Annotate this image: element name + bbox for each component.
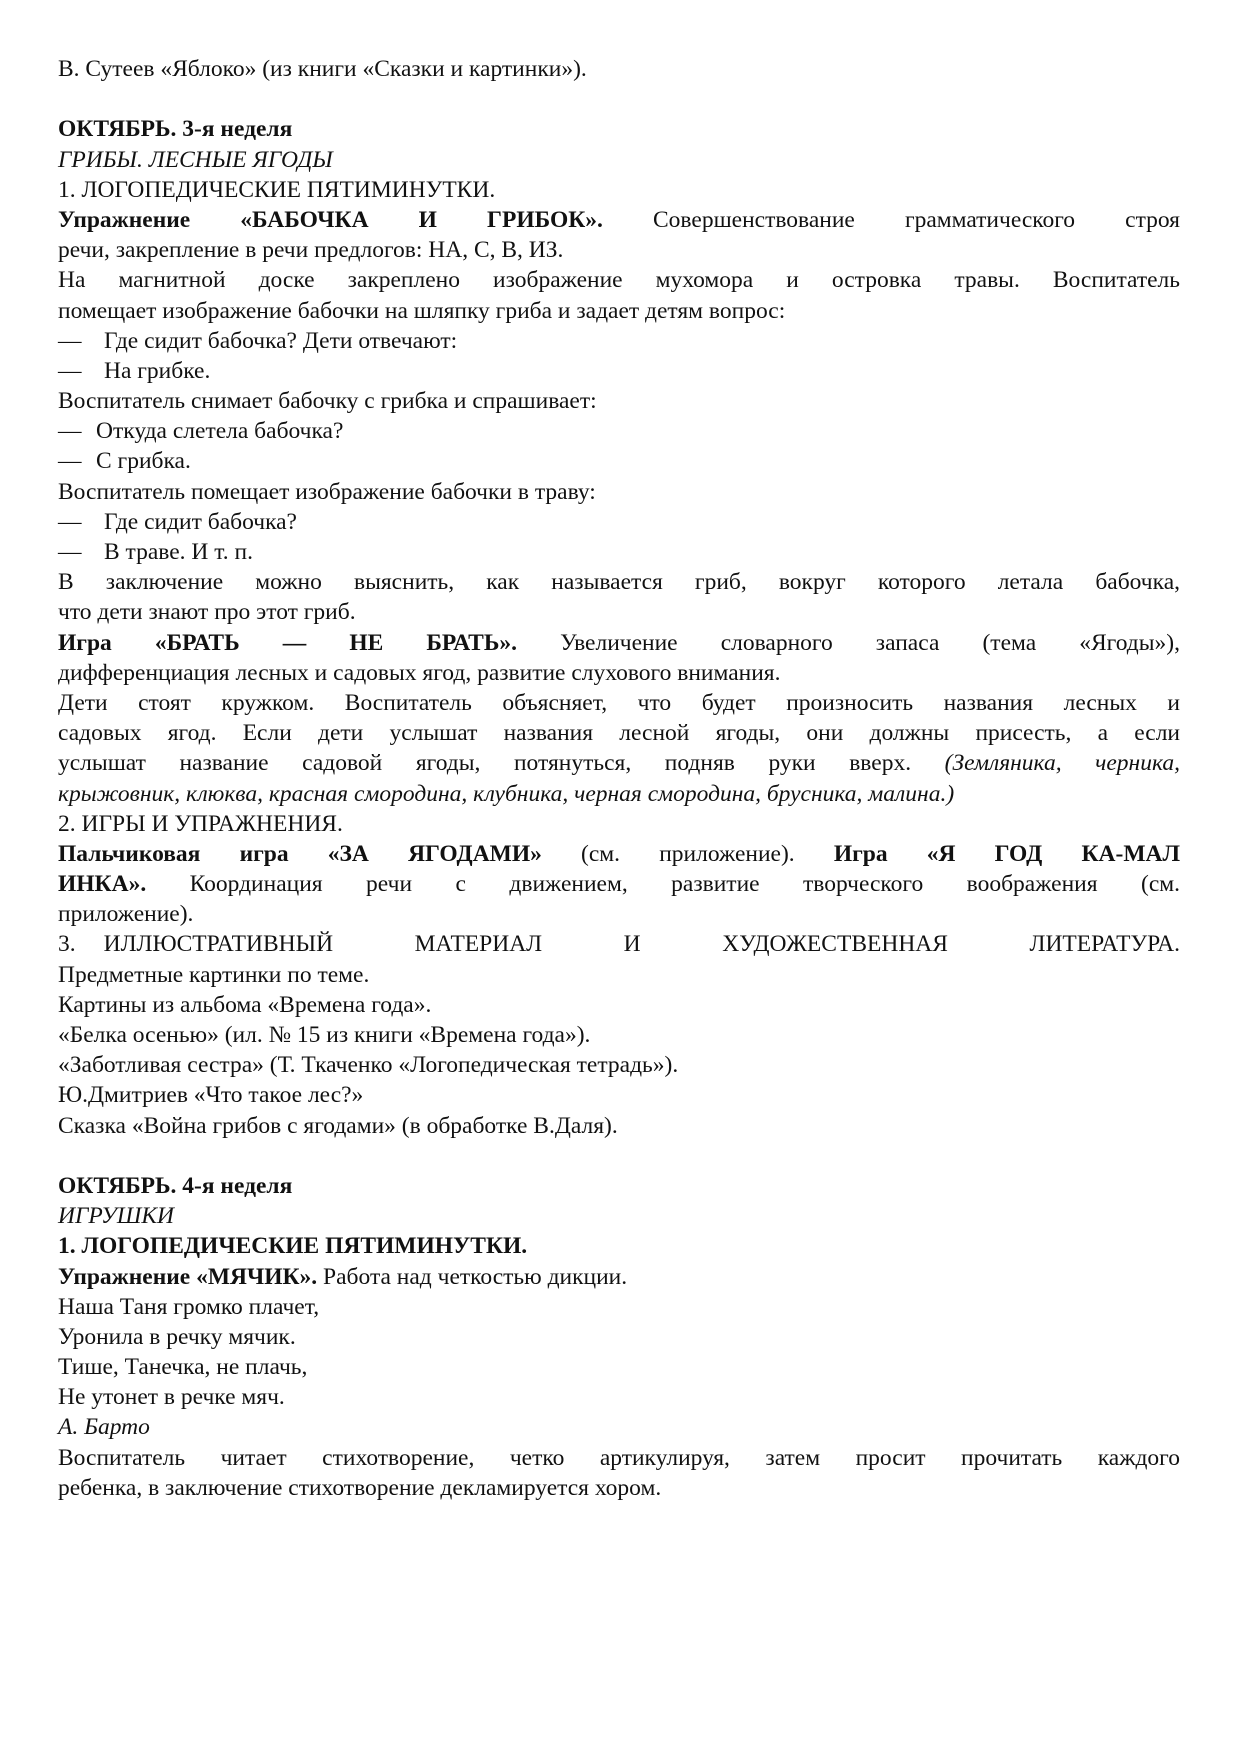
- literature-item: «Заботливая сестра» (Т. Ткаченко «Логопедическая тетрадь»).: [58, 1052, 679, 1079]
- game-take-line1: [58, 628, 1180, 658]
- dialog-text: Откуда слетела бабочка?: [96, 418, 344, 445]
- game-take-goal-line2: дифференциация лесных и садовых ягод, развитие слухового внимания.: [58, 659, 781, 686]
- game-god-name-cont: ИНКА».: [58, 871, 147, 898]
- game-take-desc-line3: [58, 748, 1180, 778]
- games-line2: [58, 869, 1180, 899]
- exercise-butterfly-desc-line2: помещает изображение бабочки на шляпку гриба и задает детям вопрос:: [58, 297, 786, 324]
- section-title-text: ИЛЛЮСТРАТИВНЫЙ МАТЕРИАЛ И ХУДОЖЕСТВЕННАЯ ЛИТЕРАТУРА.: [103, 931, 1180, 958]
- literature-item: Предметные картинки по теме.: [58, 961, 370, 988]
- section-number: 3.: [58, 931, 76, 958]
- poem-line: Не утонет в речке мяч.: [58, 1384, 285, 1411]
- literature-item: Картины из альбома «Времена года».: [58, 991, 432, 1018]
- week3-section1-title: 1. ЛОГОПЕДИЧЕСКИЕ ПЯТИМИНУТКИ.: [58, 176, 496, 203]
- dialog-text: В траве. И т. п.: [104, 539, 253, 565]
- desc-text: услышат название садовой ягоды, потянуться, подняв руки вверх.: [58, 750, 945, 777]
- dialog-line: [58, 537, 1180, 567]
- dialog-text: На грибке.: [104, 357, 211, 384]
- dialog-text: Где сидит бабочка?: [104, 508, 297, 535]
- literature-item: «Белка осенью» (ил. № 15 из книги «Времена года»).: [58, 1022, 591, 1048]
- dialog-text: С грибка.: [96, 448, 191, 475]
- exercise-ball-line: [58, 1262, 1180, 1292]
- dialog-line: [58, 416, 1180, 446]
- week3-section2-title: 2. ИГРЫ И УПРАЖНЕНИЯ.: [58, 810, 343, 837]
- week3-theme: ГРИБЫ. ЛЕСНЫЕ ЯГОДЫ: [58, 146, 333, 173]
- narration-line: Воспитатель помещает изображение бабочки в траву:: [58, 478, 596, 505]
- dialog-line: [58, 446, 1180, 476]
- dialog-line: [58, 507, 1180, 537]
- spacer: [58, 84, 1180, 114]
- exercise-ball-goal: Работа над четкостью дикции.: [317, 1263, 628, 1290]
- week4-heading: ОКТЯБРЬ. 4-я неделя: [58, 1172, 293, 1199]
- instruction-line1: Воспитатель читает стихотворение, четко артикулируя, затем просит прочитать каждого: [58, 1444, 1180, 1471]
- dialog-text: Где сидит бабочка? Дети отвечают:: [104, 327, 458, 354]
- game-take-name: Игра «БРАТЬ — НЕ БРАТЬ».: [58, 629, 517, 656]
- exercise-butterfly-goal-line2: речи, закрепление в речи предлогов: НА, С, В, ИЗ.: [58, 237, 564, 264]
- poem-line: Тише, Танечка, не плачь,: [58, 1354, 308, 1381]
- dash: —: [58, 327, 82, 354]
- dash: —: [58, 508, 82, 535]
- instruction-line2: ребенка, в заключение стихотворение декламируется хором.: [58, 1474, 662, 1501]
- week3-heading: ОКТЯБРЬ. 3-я неделя: [58, 116, 293, 143]
- berry-list: (Земляника, черника,: [944, 750, 1180, 777]
- game-god-desc: Координация речи с движением, развитие творческого воображения (см.: [146, 871, 1180, 898]
- finger-game-ref: (см. приложение).: [541, 840, 834, 867]
- dash: —: [58, 448, 82, 475]
- week4-section1-title: 1. ЛОГОПЕДИЧЕСКИЕ ПЯТИМИНУТКИ.: [58, 1233, 528, 1260]
- dash: —: [58, 357, 82, 384]
- week4-theme: ИГРУШКИ: [58, 1203, 174, 1230]
- exercise-conclusion-line2: что дети знают про этот гриб.: [58, 599, 356, 626]
- dialog-line: [58, 326, 1180, 356]
- finger-game-name: Пальчиковая игра «ЗА ЯГОДАМИ»: [58, 840, 542, 867]
- exercise-butterfly-desc-line1: На магнитной доске закреплено изображение мухомора и островка травы. Воспитатель: [58, 267, 1180, 294]
- narration-line: Воспитатель снимает бабочку с грибка и спрашивает:: [58, 388, 597, 415]
- exercise-ball-name: Упражнение «МЯЧИК».: [58, 1263, 318, 1290]
- exercise-conclusion-line1: В заключение можно выяснить, как называется гриб, вокруг которого летала бабочка,: [58, 569, 1180, 596]
- exercise-butterfly-name: Упражнение «БАБОЧКА И ГРИБОК».: [58, 206, 603, 233]
- document-page: [58, 54, 1180, 1503]
- literature-item: Ю.Дмитриев «Что такое лес?»: [58, 1082, 364, 1109]
- exercise-butterfly-line1: [58, 205, 1180, 235]
- berry-list-line2: крыжовник, клюква, красная смородина, клубника, черная смородина, брусника, малина.): [58, 780, 955, 807]
- game-take-desc-line2: садовых ягод. Если дети услышат названия лесной ягоды, они должны присесть, а если: [58, 720, 1180, 747]
- intro-line: В. Сутеев «Яблоко» (из книги «Сказки и картинки»).: [58, 56, 587, 82]
- dash: —: [58, 539, 82, 565]
- dialog-line: [58, 356, 1180, 386]
- games-line1: [58, 839, 1180, 869]
- literature-item: Сказка «Война грибов с ягодами» (в обработке В.Даля).: [58, 1112, 618, 1139]
- dash: —: [58, 418, 82, 445]
- poem-line: Наша Таня громко плачет,: [58, 1293, 320, 1320]
- week3-section3-title: [58, 929, 1180, 959]
- game-god-name: Игра «Я ГОД КА-МАЛ: [833, 840, 1180, 867]
- exercise-butterfly-goal: Совершенствование грамматического строя: [602, 206, 1180, 233]
- poem-line: Уронила в речку мячик.: [58, 1323, 296, 1350]
- game-take-goal: Увеличение словарного запаса (тема «Ягоды»),: [517, 629, 1180, 656]
- spacer: [58, 1141, 1180, 1171]
- games-line3: приложение).: [58, 901, 194, 928]
- poem-author: А. Барто: [58, 1414, 150, 1441]
- game-take-desc-line1: Дети стоят кружком. Воспитатель объясняет, что будет произносить названия лесных и: [58, 689, 1180, 716]
